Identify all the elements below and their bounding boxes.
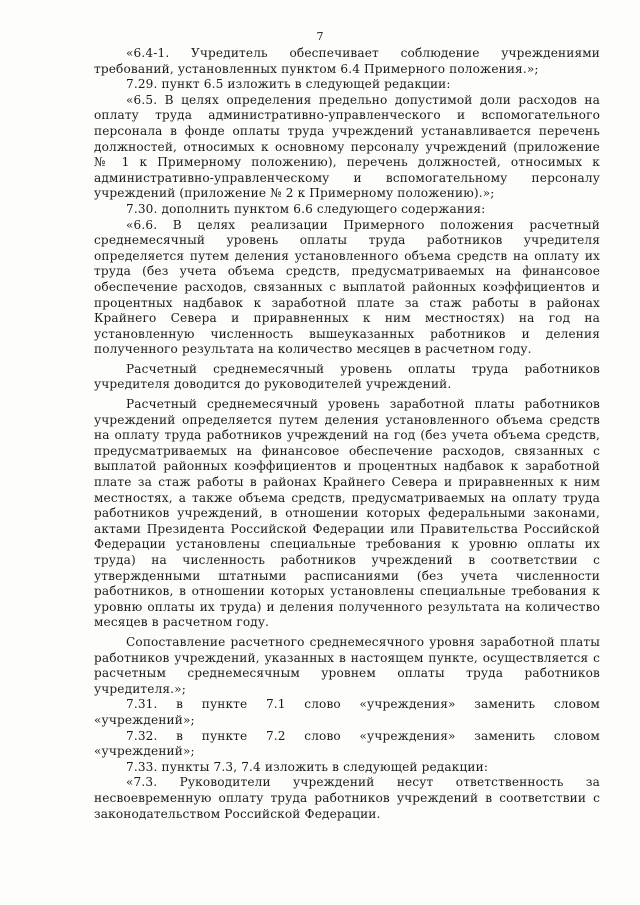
paragraph-7-31: 7.31. в пункте 7.1 слово «учреждения» заменить словом «учреждений»; <box>94 697 600 727</box>
paragraph-7-33: 7.33. пункты 7.3, 7.4 изложить в следующей редакции: <box>126 759 489 774</box>
paragraph-6-5: «6.5. В целях определения предельно допустимой доли расходов на оплату труда административно-управленческого и вспомогательного персонала в фонде оплаты труда учреждений устанавливается перечень должностей, относимых к основному персоналу учреждений (приложение № 1 к Примерному положению), перечень должностей, относимых к административно-управленческому и вспомогательному персоналу учреждений (приложение № 2 к Примерному положению).»; <box>94 92 600 201</box>
paragraph-7-32: 7.32. в пункте 7.2 слово «учреждения» заменить словом «учреждений»; <box>94 728 600 759</box>
paragraph-7-3: «7.3. Руководители учреждений несут ответственность за несвоевременную оплату труда работников учреждений в соответствии с законодательством Российской Федерации. <box>94 775 600 821</box>
paragraph-institution-level: Расчетный среднемесячный уровень заработной платы работников учреждений определяется путем деления установленного объема средств на оплату труда работников учреждений на год (без учета объема средств, предусматриваемых на финансовое обеспечение расходов, связанных с выплатой районных коэффициентов и процентных надбавок к заработной плате за стаж работы в районах Крайнего Севера и приравненных к ним местностях, а также объема средств, предусматриваемых на оплату труда работников учреждений, в отношении которых федеральными законами, актами Президента Российской Федерации или Правительства Российской Федерации установлены специальные требования к уровню оплаты их труда) на численность работников учреждений в соответствии с утвержденными штатными расписаниями (без учета численности работников, в отношении которых установлены специальные требования к уровню оплаты их труда) и деления полученного результата на количество месяцев в расчетном году. <box>94 397 600 630</box>
page-number: 7 <box>316 30 324 43</box>
paragraph-founder-level: Расчетный среднемесячный уровень оплаты труда работников учредителя доводится до руководителей учреждений. <box>94 361 600 392</box>
paragraph-comparison: Сопоставление расчетного среднемесячного уровня заработной платы работников учреждений, указанных в настоящем пункте, осуществляется с расчетным среднемесячным уровнем оплаты труда работников учредителя.»; <box>94 634 600 696</box>
paragraph-6-6: «6.6. В целях реализации Примерного положения расчетный среднемесячный уровень оплаты труда работников учредителя определяется путем деления установленного объема средств на оплату их труда (без учета объема средств, предусматриваемых на финансовое обеспечение расходов, связанных с выплатой районных коэффициентов и процентных надбавок к заработной плате за стаж работы в районах Крайнего Севера и приравненных к ним местностях) на год на установленную численность вышеуказанных работников и деления полученного результата на количество месяцев в расчетном году. <box>94 217 600 357</box>
document-body <box>94 46 600 822</box>
paragraph-7-29: 7.29. пункт 6.5 изложить в следующей редакции: <box>126 77 451 92</box>
paragraph-6-4-1: «6.4-1. Учредитель обеспечивает соблюдение учреждениями требований, установленных пунктом 6.4 Примерного положения.»; <box>94 46 600 76</box>
paragraph-7-30: 7.30. дополнить пунктом 6.6 следующего содержания: <box>126 201 486 216</box>
